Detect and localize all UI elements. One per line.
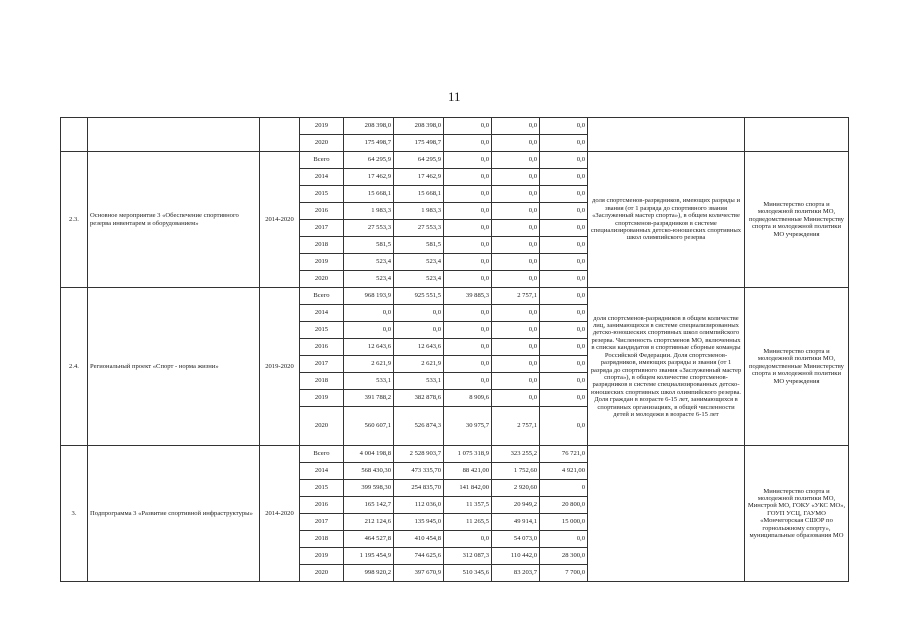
amount-cell: 0,0: [540, 203, 588, 220]
year-cell: 2019: [300, 254, 344, 271]
amount-cell: 0,0: [540, 169, 588, 186]
amount-cell: 64 295,9: [394, 152, 444, 169]
year-cell: 2016: [300, 203, 344, 220]
amount-cell: 0: [540, 480, 588, 497]
amount-cell: 15 668,1: [394, 186, 444, 203]
indicator-description: [588, 446, 745, 582]
amount-cell: 0,0: [540, 339, 588, 356]
amount-cell: 27 553,3: [394, 220, 444, 237]
amount-cell: 15 000,0: [540, 514, 588, 531]
year-cell: 2014: [300, 463, 344, 480]
amount-cell: 581,5: [344, 237, 394, 254]
amount-cell: 0,0: [492, 339, 540, 356]
amount-cell: 0,0: [444, 220, 492, 237]
year-cell: 2015: [300, 480, 344, 497]
year-cell: Всего: [300, 446, 344, 463]
amount-cell: 1 195 454,9: [344, 548, 394, 565]
amount-cell: 533,1: [344, 373, 394, 390]
amount-cell: 17 462,9: [394, 169, 444, 186]
amount-cell: 0,0: [492, 322, 540, 339]
section-period: [260, 118, 300, 152]
amount-cell: 17 462,9: [344, 169, 394, 186]
amount-cell: 744 625,6: [394, 548, 444, 565]
amount-cell: 998 920,2: [344, 565, 394, 582]
amount-cell: 382 878,6: [394, 390, 444, 407]
amount-cell: 49 914,1: [492, 514, 540, 531]
indicator-description: доля спортсменов-разрядников, имеющих разряды и звания (от 1 разряда до спортивного звания «Заслуженный мастер спорта»), в общем количестве спортсменов-разрядников в системе специализированных детско-юношеских спортивных школ олимпийского резерва: [588, 152, 745, 288]
amount-cell: 0,0: [444, 339, 492, 356]
table-row: [61, 446, 849, 463]
amount-cell: 399 598,30: [344, 480, 394, 497]
amount-cell: 2 528 903,7: [394, 446, 444, 463]
amount-cell: 0,0: [540, 186, 588, 203]
year-cell: 2017: [300, 356, 344, 373]
amount-cell: 12 643,6: [344, 339, 394, 356]
amount-cell: 0,0: [540, 322, 588, 339]
amount-cell: 0,0: [492, 237, 540, 254]
amount-cell: 568 430,30: [344, 463, 394, 480]
amount-cell: 523,4: [394, 254, 444, 271]
amount-cell: 523,4: [394, 271, 444, 288]
indicator-description: доля спортсменов-разрядников в общем количестве лиц, занимающихся в системе специализированных детско-юношеских спортивных школ олимпийского резерва. Численность спортсменов МО, включенных в списки кандидатов в спортивные сборные команды Российской Федерации. Доля спортсменов-разрядников, имеющих разряды и звания (от 1 разряда до спортивного звания «Заслуженный мастер спорта»), в общем количестве спортсменов-разрядников в системе специализированных детско-юношеских спортивных школ олимпийского резерва. Доля граждан в возрасте 6-15 лет, занимающихся в спортивных организациях, в общей численности детей и молодежи в возрасте 6-15 лет: [588, 288, 745, 446]
amount-cell: 11 357,5: [444, 497, 492, 514]
table-row: [61, 288, 849, 305]
amount-cell: 0,0: [540, 288, 588, 305]
amount-cell: 0,0: [444, 356, 492, 373]
amount-cell: 0,0: [540, 373, 588, 390]
amount-cell: 0,0: [540, 390, 588, 407]
amount-cell: 1 075 318,9: [444, 446, 492, 463]
amount-cell: 12 643,6: [394, 339, 444, 356]
year-cell: Всего: [300, 152, 344, 169]
year-cell: 2015: [300, 186, 344, 203]
responsible-executor: Министерство спорта и молодежной политики МО, подведомственные Министерству спорта и молодежной политики МО учреждения: [745, 152, 849, 288]
year-cell: 2018: [300, 373, 344, 390]
amount-cell: 0,0: [540, 407, 588, 446]
section-period: 2014-2020: [260, 446, 300, 582]
amount-cell: 0,0: [444, 531, 492, 548]
year-cell: 2020: [300, 407, 344, 446]
amount-cell: 925 551,5: [394, 288, 444, 305]
amount-cell: 175 498,7: [344, 135, 394, 152]
year-cell: 2018: [300, 531, 344, 548]
section-name: Региональный проект «Спорт - норма жизни»: [88, 288, 260, 446]
amount-cell: 54 073,0: [492, 531, 540, 548]
amount-cell: 526 874,3: [394, 407, 444, 446]
amount-cell: 2 621,9: [394, 356, 444, 373]
amount-cell: 464 527,8: [344, 531, 394, 548]
year-cell: Всего: [300, 288, 344, 305]
amount-cell: 473 335,70: [394, 463, 444, 480]
responsible-executor: Министерство спорта и молодежной политики МО, Минстрой МО, ГОКУ «УКС МО», ГОУП УСЦ, ГАУМО «Мончегорская СШОР по горнолыжному спорту», муниципальные образования МО: [745, 446, 849, 582]
amount-cell: 533,1: [394, 373, 444, 390]
amount-cell: 0,0: [492, 356, 540, 373]
year-cell: 2016: [300, 497, 344, 514]
amount-cell: 0,0: [540, 118, 588, 135]
amount-cell: 15 668,1: [344, 186, 394, 203]
amount-cell: 410 454,8: [394, 531, 444, 548]
amount-cell: 0,0: [444, 237, 492, 254]
amount-cell: 110 442,0: [492, 548, 540, 565]
page-number: 11: [448, 89, 461, 104]
amount-cell: 0,0: [492, 169, 540, 186]
amount-cell: 7 700,0: [540, 565, 588, 582]
amount-cell: 2 920,60: [492, 480, 540, 497]
table-row: [61, 118, 849, 135]
year-cell: 2016: [300, 339, 344, 356]
amount-cell: 0,0: [344, 305, 394, 322]
amount-cell: 0,0: [492, 186, 540, 203]
amount-cell: 0,0: [492, 305, 540, 322]
amount-cell: 0,0: [492, 373, 540, 390]
amount-cell: 212 124,6: [344, 514, 394, 531]
amount-cell: 20 949,2: [492, 497, 540, 514]
year-cell: 2015: [300, 322, 344, 339]
amount-cell: 0,0: [492, 220, 540, 237]
amount-cell: 0,0: [492, 152, 540, 169]
indicator-description: [588, 118, 745, 152]
amount-cell: 4 921,00: [540, 463, 588, 480]
amount-cell: 510 345,6: [444, 565, 492, 582]
amount-cell: 0,0: [540, 305, 588, 322]
amount-cell: 0,0: [394, 322, 444, 339]
amount-cell: 0,0: [492, 254, 540, 271]
amount-cell: 0,0: [344, 322, 394, 339]
amount-cell: 0,0: [394, 305, 444, 322]
amount-cell: 323 255,2: [492, 446, 540, 463]
responsible-executor: Министерство спорта и молодежной политики МО, подведомственные Министерству спорта и молодежной политики МО учреждения: [745, 288, 849, 446]
section-number: [61, 118, 88, 152]
year-cell: 2020: [300, 135, 344, 152]
amount-cell: 88 421,00: [444, 463, 492, 480]
amount-cell: 11 265,5: [444, 514, 492, 531]
amount-cell: 0,0: [444, 373, 492, 390]
amount-cell: 968 193,9: [344, 288, 394, 305]
amount-cell: 0,0: [540, 135, 588, 152]
amount-cell: 112 036,0: [394, 497, 444, 514]
year-cell: 2019: [300, 118, 344, 135]
amount-cell: 0,0: [444, 118, 492, 135]
amount-cell: 0,0: [444, 186, 492, 203]
amount-cell: 2 621,9: [344, 356, 394, 373]
amount-cell: 0,0: [444, 271, 492, 288]
amount-cell: 135 945,0: [394, 514, 444, 531]
section-period: 2014-2020: [260, 152, 300, 288]
amount-cell: 0,0: [540, 356, 588, 373]
section-number: 2.4.: [61, 288, 88, 446]
amount-cell: 1 983,3: [344, 203, 394, 220]
amount-cell: 0,0: [492, 135, 540, 152]
amount-cell: 64 295,9: [344, 152, 394, 169]
amount-cell: 8 909,6: [444, 390, 492, 407]
year-cell: 2019: [300, 390, 344, 407]
responsible-executor: [745, 118, 849, 152]
amount-cell: 0,0: [540, 152, 588, 169]
amount-cell: 0,0: [540, 220, 588, 237]
amount-cell: 312 087,3: [444, 548, 492, 565]
amount-cell: 0,0: [444, 135, 492, 152]
amount-cell: 20 800,0: [540, 497, 588, 514]
amount-cell: 39 885,3: [444, 288, 492, 305]
amount-cell: 175 498,7: [394, 135, 444, 152]
amount-cell: 4 004 198,8: [344, 446, 394, 463]
section-name: Подпрограмма 3 «Развитие спортивной инфраструктуры»: [88, 446, 260, 582]
amount-cell: 1 752,60: [492, 463, 540, 480]
amount-cell: 2 757,1: [492, 288, 540, 305]
amount-cell: 254 835,70: [394, 480, 444, 497]
amount-cell: 0,0: [492, 203, 540, 220]
year-cell: 2018: [300, 237, 344, 254]
amount-cell: 0,0: [492, 118, 540, 135]
amount-cell: 523,4: [344, 271, 394, 288]
amount-cell: 208 398,0: [394, 118, 444, 135]
year-cell: 2020: [300, 271, 344, 288]
program-funding-table: [60, 117, 849, 582]
amount-cell: 141 842,00: [444, 480, 492, 497]
amount-cell: 27 553,3: [344, 220, 394, 237]
amount-cell: 0,0: [540, 237, 588, 254]
section-name: Основное мероприятие 3 «Обеспечение спортивного резерва инвентарем и оборудованием»: [88, 152, 260, 288]
amount-cell: 0,0: [444, 322, 492, 339]
year-cell: 2019: [300, 548, 344, 565]
year-cell: 2017: [300, 514, 344, 531]
amount-cell: 0,0: [540, 531, 588, 548]
amount-cell: 581,5: [394, 237, 444, 254]
amount-cell: 560 607,1: [344, 407, 394, 446]
table-row: [61, 152, 849, 169]
amount-cell: 0,0: [444, 254, 492, 271]
section-period: 2019-2020: [260, 288, 300, 446]
amount-cell: 0,0: [444, 305, 492, 322]
amount-cell: 0,0: [540, 271, 588, 288]
amount-cell: 0,0: [492, 390, 540, 407]
amount-cell: 30 975,7: [444, 407, 492, 446]
amount-cell: 0,0: [444, 152, 492, 169]
amount-cell: 0,0: [492, 271, 540, 288]
amount-cell: 0,0: [444, 169, 492, 186]
amount-cell: 397 670,9: [394, 565, 444, 582]
year-cell: 2014: [300, 305, 344, 322]
year-cell: 2014: [300, 169, 344, 186]
section-number: 3.: [61, 446, 88, 582]
amount-cell: 1 983,3: [394, 203, 444, 220]
amount-cell: 28 300,0: [540, 548, 588, 565]
amount-cell: 523,4: [344, 254, 394, 271]
amount-cell: 165 142,7: [344, 497, 394, 514]
amount-cell: 208 398,0: [344, 118, 394, 135]
section-number: 2.3.: [61, 152, 88, 288]
amount-cell: 2 757,1: [492, 407, 540, 446]
amount-cell: 83 203,7: [492, 565, 540, 582]
amount-cell: 76 721,0: [540, 446, 588, 463]
year-cell: 2017: [300, 220, 344, 237]
amount-cell: 0,0: [540, 254, 588, 271]
amount-cell: 391 788,2: [344, 390, 394, 407]
section-name: [88, 118, 260, 152]
amount-cell: 0,0: [444, 203, 492, 220]
year-cell: 2020: [300, 565, 344, 582]
